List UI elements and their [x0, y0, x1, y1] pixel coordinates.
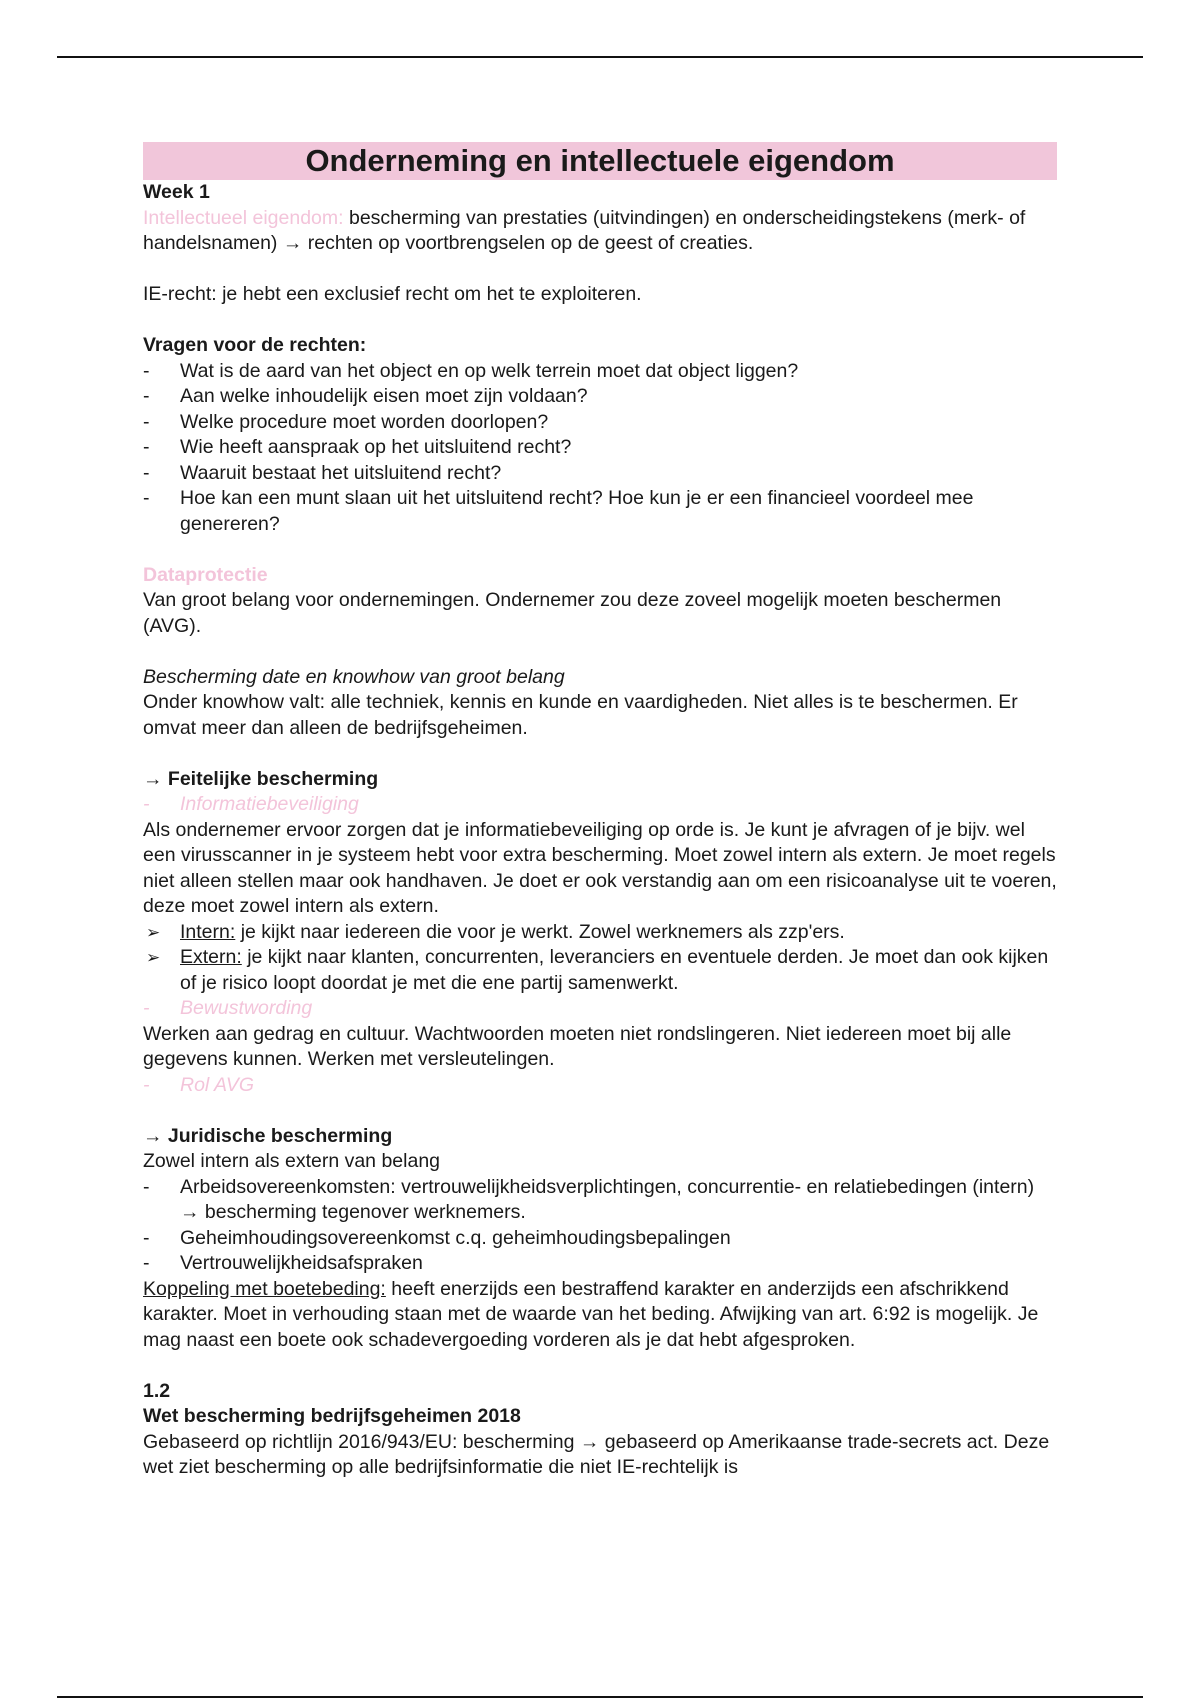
intro-paragraph	[143, 206, 1057, 257]
feitelijke-heading: → Feitelijke bescherming	[143, 767, 379, 790]
list-item: - Waaruit bestaat het uitsluitend recht?	[143, 461, 502, 484]
document-page	[143, 142, 1057, 1481]
week-heading: Week 1	[143, 181, 210, 203]
informatiebeveiliging-subheading: - Informatiebeveiliging	[143, 793, 359, 815]
bottom-rule	[57, 1696, 1143, 1698]
list-item: ➢ Extern: je kijkt naar klanten, concurrenten, leveranciers en eventuele derden. Je moet dan ook kijken of je risico loopt doordat je met die ene partij samenwerkt.	[146, 946, 1049, 994]
list-item: - Welke procedure moet worden doorlopen?	[143, 410, 549, 433]
arrow-bullet-icon: ➢	[146, 922, 161, 942]
top-rule	[57, 56, 1143, 58]
rol-avg-subheading: - Rol AVG	[143, 1073, 255, 1096]
ie-recht-paragraph: IE-recht: je hebt een exclusief recht om het te exploiteren.	[143, 283, 642, 305]
koppeling-paragraph: Koppeling met boetebeding: heeft enerzijds een bestraffend karakter en anderzijds een afschrikkend karakter. Moet in verhouding staan met de waarde van het beding. Afwijking van art. 6:92 is mogelijk. Je mag naast een boete ook schadevergoeding vorderen als je dat hebt afgesproken.	[143, 1277, 1039, 1351]
bewustwording-subheading: - Bewustwording	[143, 997, 313, 1019]
list-item: - Arbeidsovereenkomsten: vertrouwelijkheidsverplichtingen, concurrentie- en relatiebedingen (intern) → bescherming tegenover werknemers.	[143, 1175, 1035, 1223]
knowhow-heading: Bescherming date en knowhow van groot belang	[143, 665, 565, 688]
juridische-list	[143, 1175, 1057, 1277]
vragen-heading: Vragen voor de rechten:	[143, 334, 367, 356]
list-item: - Wie heeft aanspraak op het uitsluitend recht?	[143, 436, 572, 458]
list-item: - Wat is de aard van het object en op welk terrein moet dat object liggen?	[143, 359, 799, 382]
list-item: - Vertrouwelijkheidsafspraken	[143, 1252, 423, 1274]
document-title: Onderneming en intellectuele eigendom	[143, 142, 1057, 180]
informatiebeveiliging-text: Als ondernemer ervoor zorgen dat je informatiebeveiliging op orde is. Je kunt je afvragen of je bijv. wel een virusscanner in je systeem hebt voor extra bescherming. Moet zowel intern als extern. Je moet regels niet alleen stellen maar ook handhaven. Je doet er ook verstandig aan om een risicoanalyse uit te voeren, deze moet zowel intern als extern.	[143, 818, 1057, 917]
bewustwording-text: Werken aan gedrag en cultuur. Wachtwoorden moeten niet rondslingeren. Niet iedereen moet bij alle gegevens kunnen. Werken met versleutelingen.	[143, 1022, 1012, 1070]
section-number: 1.2	[143, 1379, 171, 1402]
juridische-heading: → Juridische bescherming	[143, 1124, 393, 1147]
knowhow-text: Onder knowhow valt: alle techniek, kennis en kunde en vaardigheden. Niet alles is te beschermen. Er omvat meer dan alleen de bedrijfsgeheimen.	[143, 691, 1018, 739]
intro-term: Intellectueel eigendom:	[143, 206, 344, 229]
section-text: Gebaseerd op richtlijn 2016/943/EU: bescherming → gebaseerd op Amerikaanse trade-secrets act. Deze wet ziet bescherming op alle bedrijfsinformatie die niet IE-rechtelijk is	[143, 1430, 1050, 1478]
list-item: - Hoe kan een munt slaan uit het uitsluitend recht? Hoe kun je er een financieel voordeel mee genereren?	[143, 487, 974, 535]
dataprotectie-heading: Dataprotectie	[143, 563, 268, 586]
section-heading: Wet bescherming bedrijfsgeheimen 2018	[143, 1405, 521, 1427]
list-item: - Aan welke inhoudelijk eisen moet zijn voldaan?	[143, 385, 588, 407]
list-item: - Geheimhoudingsovereenkomst c.q. geheimhoudingsbepalingen	[143, 1226, 731, 1249]
list-item: ➢ Intern: je kijkt naar iedereen die voor je werkt. Zowel werknemers als zzp'ers.	[143, 920, 1057, 946]
intro-definition: bescherming van prestaties (uitvindingen) en onderscheidingstekens (merk- of handelsnamen) → rechten op voortbrengselen op de geest of creaties.	[143, 206, 1026, 254]
intern-extern-list	[143, 920, 1057, 997]
juridische-intro: Zowel intern als extern van belang	[143, 1150, 441, 1172]
arrow-bullet-icon: ➢	[146, 948, 161, 967]
vragen-list	[143, 359, 1057, 538]
dataprotectie-text: Van groot belang voor ondernemingen. Ondernemer zou deze zoveel mogelijk moeten beschermen (AVG).	[143, 589, 1002, 637]
